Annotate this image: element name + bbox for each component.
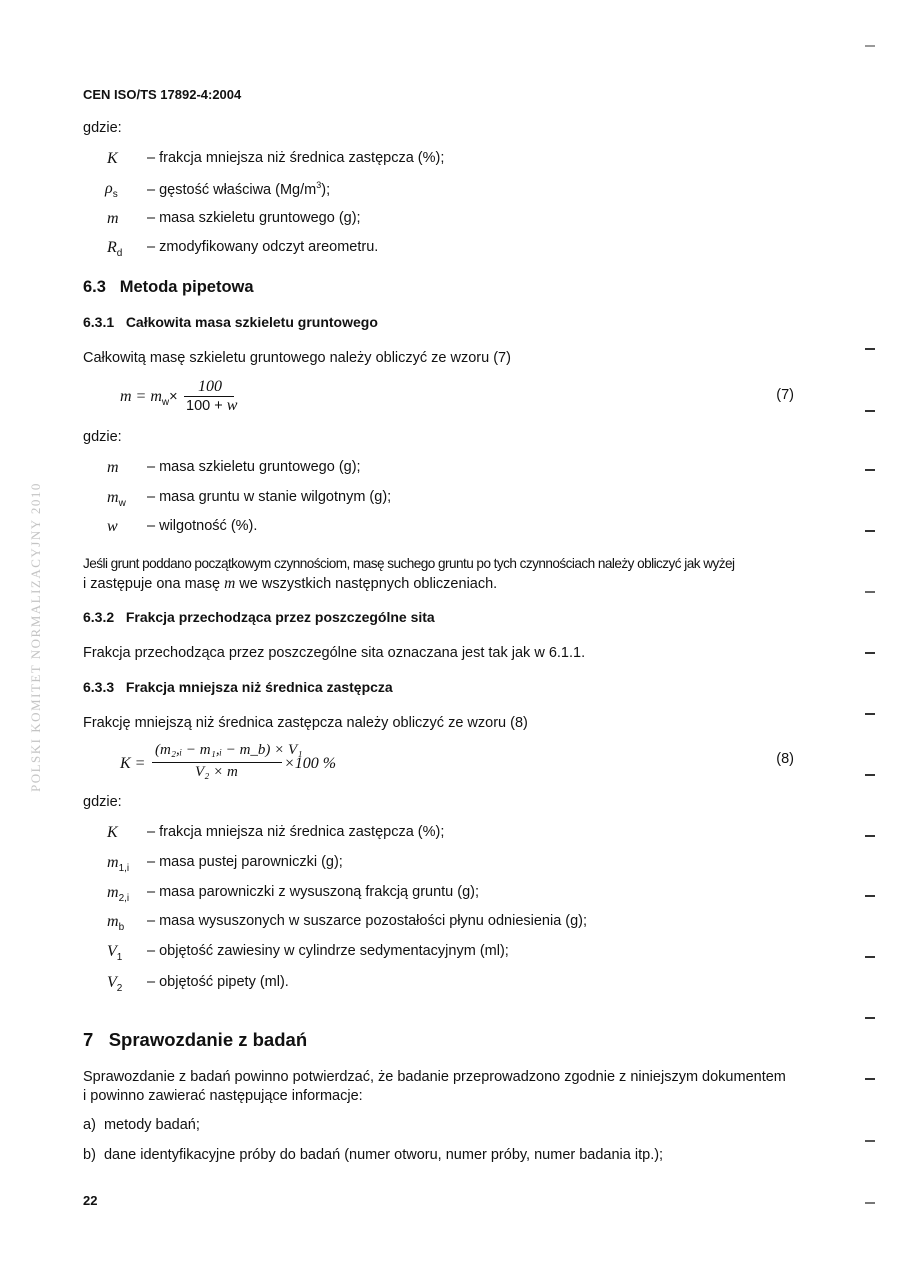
equation-number: (8) (776, 751, 794, 767)
definition: – frakcja mniejsza niż średnica zastępcza (%); (147, 150, 445, 166)
list-item: a) metody badań; (83, 1117, 200, 1133)
definition: – masa parowniczki z wysuszoną frakcją gruntu (g); (147, 884, 480, 900)
equation-lhs: $m = m_w\times$ (120, 388, 178, 409)
list-item (0, 180, 897, 202)
list-item (0, 824, 897, 846)
definition: – gęstość właściwa $(Mg/m^3)$; (147, 180, 331, 198)
definition: – masa gruntu w stanie wilgotnym (g); (147, 489, 392, 505)
symbol: m (107, 210, 119, 227)
paragraph: i zastępuje ona masę m we wszystkich następnych obliczeniach. (83, 575, 498, 592)
list-item (0, 854, 897, 876)
list-item (0, 913, 897, 935)
symbol: $m_{1,i}$ (107, 854, 130, 875)
symbol: $R_d$ (107, 239, 123, 260)
list-item (0, 210, 897, 232)
list-item (0, 239, 897, 261)
watermark: POLSKI KOMITET NORMALIZACYJNY 2010 (28, 482, 43, 792)
equation-number: (7) (776, 387, 794, 403)
equation-denominator: V₂ × m (195, 764, 238, 780)
list-item (0, 518, 897, 540)
paragraph: Całkowitą masę szkieletu gruntowego należy obliczyć ze wzoru (7) (83, 350, 511, 366)
section-heading-6-3: 6.3 Metoda pipetowa (83, 278, 254, 296)
definition: – masa wysuszonych w suszarce pozostałości płynu odniesienia (g); (147, 913, 588, 929)
list-item (0, 489, 897, 511)
symbol: w (107, 518, 118, 535)
list-item (0, 459, 897, 481)
equation-numerator: 100 (198, 378, 222, 395)
equation-8 (0, 742, 897, 786)
equation-7 (0, 378, 897, 418)
definition: – objętość zawiesiny w cylindrze sedymentacyjnym (ml); (147, 943, 509, 959)
definition: – frakcja mniejsza niż średnica zastępcza (%); (147, 824, 445, 840)
symbol: $\rho_s$ (105, 180, 118, 201)
section-heading-6-3-2: 6.3.2 Frakcja przechodząca przez poszczególne sita (83, 609, 435, 625)
definition: – masa pustej parowniczki (g); (147, 854, 343, 870)
paragraph: Frakcja przechodząca przez poszczególne sita oznaczana jest tak jak w 6.1.1. (83, 645, 586, 661)
paragraph: i powinno zawierać następujące informacje: (83, 1088, 363, 1104)
equation-lhs: K = (120, 755, 146, 772)
page-number: 22 (83, 1193, 98, 1208)
definition: – masa szkieletu gruntowego (g); (147, 210, 361, 226)
equation-numerator: (m₂,ᵢ − m₁,ᵢ − m_b) × V₁ (155, 742, 303, 758)
symbol: $m_b$ (107, 913, 125, 934)
list-item (0, 974, 897, 996)
equation-tail: ×100 % (284, 755, 337, 772)
symbol: m (107, 459, 119, 476)
definition: – objętość pipety (ml). (147, 974, 289, 990)
list-item (0, 943, 897, 965)
symbol: K (107, 824, 118, 841)
list-item: b) dane identyfikacyjne próby do badań (numer otworu, numer próby, numer badania itp.); (83, 1147, 664, 1163)
equation-denominator: 100 + w (186, 397, 238, 414)
symbol: $V_1$ (107, 943, 123, 964)
list-item (0, 884, 897, 906)
section-heading-6-3-1: 6.3.1 Całkowita masa szkieletu gruntowego (83, 314, 378, 330)
gdzie-label: gdzie: (83, 794, 122, 810)
fraction-bar (152, 762, 282, 763)
paragraph: Jeśli grunt poddano początkowym czynnościom, masę suchego gruntu po tych czynnościach należy obliczyć jak wyżej (83, 556, 735, 571)
symbol: $m_w$ (107, 489, 126, 510)
symbol: K (107, 150, 118, 167)
definition: – wilgotność (%). (147, 518, 258, 534)
paragraph: Frakcję mniejszą niż średnica zastępcza należy obliczyć ze wzoru (8) (83, 715, 528, 731)
section-heading-7: 7 Sprawozdanie z badań (83, 1029, 308, 1050)
gdzie-label: gdzie: (83, 120, 122, 136)
gdzie-label: gdzie: (83, 429, 122, 445)
definition: – zmodyfikowany odczyt areometru. (147, 239, 379, 255)
list-item (0, 150, 897, 172)
definition: – masa szkieletu gruntowego (g); (147, 459, 361, 475)
section-heading-6-3-3: 6.3.3 Frakcja mniejsza niż średnica zastępcza (83, 679, 393, 695)
document-header: CEN ISO/TS 17892-4:2004 (83, 87, 242, 102)
paragraph: Sprawozdanie z badań powinno potwierdzać, że badanie przeprowadzono zgodnie z niniejszym dokumentem (83, 1069, 786, 1085)
symbol: $V_2$ (107, 974, 123, 995)
symbol: $m_{2,i}$ (107, 884, 130, 905)
